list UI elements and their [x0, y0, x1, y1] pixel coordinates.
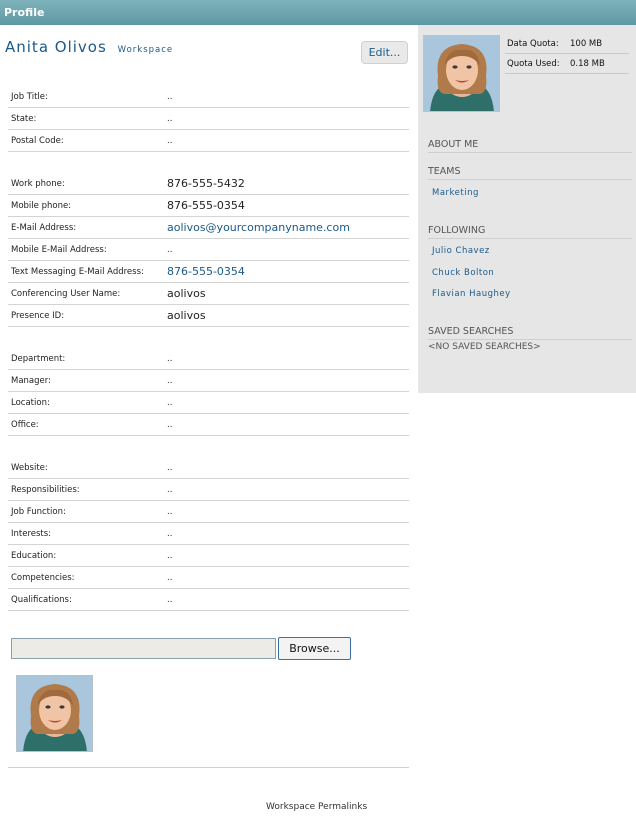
field-value: .. [167, 573, 173, 583]
field-value: .. [167, 398, 173, 408]
team-link[interactable]: Marketing [432, 188, 479, 198]
no-saved-searches-text: <NO SAVED SEARCHES> [428, 342, 541, 352]
field-label: Department: [11, 354, 66, 364]
field-label: Mobile E-Mail Address: [11, 245, 107, 255]
field-value: 876-555-5432 [167, 177, 245, 190]
field-row [8, 108, 409, 130]
user-name: Anita Olivos [5, 38, 107, 56]
sidebar-avatar[interactable] [423, 35, 500, 112]
bottom-divider [8, 767, 409, 768]
field-value: .. [167, 463, 173, 473]
field-label: Job Function: [11, 507, 66, 517]
field-value[interactable]: 876-555-0354 [167, 265, 245, 278]
field-row [8, 261, 409, 283]
field-label: State: [11, 114, 37, 124]
quota-row-used [505, 54, 629, 74]
field-row [8, 392, 409, 414]
field-label: Work phone: [11, 179, 65, 189]
field-value: .. [167, 114, 173, 124]
field-label: Office: [11, 420, 39, 430]
field-row [8, 195, 409, 217]
field-value: .. [167, 354, 173, 364]
workspace-permalinks-link[interactable]: Workspace Permalinks [266, 802, 368, 812]
name-row [5, 38, 173, 56]
workspace-link[interactable]: Workspace [117, 45, 174, 55]
field-label: E-Mail Address: [11, 223, 77, 233]
field-label: Conferencing User Name: [11, 289, 121, 299]
field-value: .. [167, 485, 173, 495]
field-row [8, 370, 409, 392]
field-row [8, 348, 409, 370]
field-row [8, 523, 409, 545]
field-value: aolivos [167, 309, 206, 322]
field-row [8, 130, 409, 152]
field-label: Interests: [11, 529, 52, 539]
field-row [8, 239, 409, 261]
field-label: Responsibilities: [11, 485, 80, 495]
field-label: Qualifications: [11, 595, 72, 605]
profile-main [0, 25, 418, 821]
avatar-portrait-icon [17, 676, 93, 752]
upload-file-input[interactable] [11, 638, 276, 659]
field-value: aolivos [167, 287, 206, 300]
field-value: .. [167, 420, 173, 430]
saved-searches-heading: SAVED SEARCHES [428, 326, 632, 340]
field-label: Mobile phone: [11, 201, 72, 211]
field-row [8, 567, 409, 589]
field-label: Education: [11, 551, 57, 561]
quota-table [505, 34, 629, 74]
about-me-heading[interactable]: ABOUT ME [428, 139, 632, 153]
field-row [8, 501, 409, 523]
quota-row-data [505, 34, 629, 54]
avatar-portrait-icon [424, 36, 500, 112]
field-row [8, 217, 409, 239]
field-value: .. [167, 245, 173, 255]
field-row [8, 479, 409, 501]
field-label: Competencies: [11, 573, 75, 583]
field-value: 876-555-0354 [167, 199, 245, 212]
window-title: Profile [0, 0, 636, 25]
field-label: Job Title: [11, 92, 48, 102]
field-label: Presence ID: [11, 311, 65, 321]
quota-value: 0.18 MB [570, 59, 605, 69]
following-link[interactable]: Julio Chavez [432, 246, 490, 256]
field-value: .. [167, 551, 173, 561]
field-value: .. [167, 136, 173, 146]
field-row [8, 305, 409, 327]
field-row [8, 173, 409, 195]
field-row [8, 86, 409, 108]
field-group [8, 86, 409, 152]
following-heading: FOLLOWING [428, 225, 632, 239]
field-row [8, 545, 409, 567]
field-label: Postal Code: [11, 136, 64, 146]
field-label: Manager: [11, 376, 51, 386]
following-link[interactable]: Chuck Bolton [432, 268, 495, 278]
field-group [8, 173, 409, 327]
quota-value: 100 MB [570, 39, 603, 49]
field-group [8, 348, 409, 436]
quota-label: Data Quota: [507, 39, 559, 49]
profile-sidebar [418, 25, 636, 393]
profile-photo [16, 675, 93, 752]
field-label: Location: [11, 398, 50, 408]
field-group [8, 457, 409, 611]
field-value: .. [167, 529, 173, 539]
field-row [8, 414, 409, 436]
field-value: .. [167, 376, 173, 386]
browse-button[interactable]: Browse... [278, 637, 351, 660]
field-value: .. [167, 507, 173, 517]
field-row [8, 589, 409, 611]
field-label: Website: [11, 463, 48, 473]
field-row [8, 283, 409, 305]
field-value: .. [167, 92, 173, 102]
field-value: .. [167, 595, 173, 605]
edit-button[interactable]: Edit... [361, 41, 408, 64]
teams-heading: TEAMS [428, 166, 632, 180]
field-value[interactable]: aolivos@yourcompanyname.com [167, 221, 350, 234]
quota-label: Quota Used: [507, 59, 560, 69]
field-row [8, 457, 409, 479]
following-link[interactable]: Flavian Haughey [432, 289, 511, 299]
field-label: Text Messaging E-Mail Address: [11, 267, 144, 277]
